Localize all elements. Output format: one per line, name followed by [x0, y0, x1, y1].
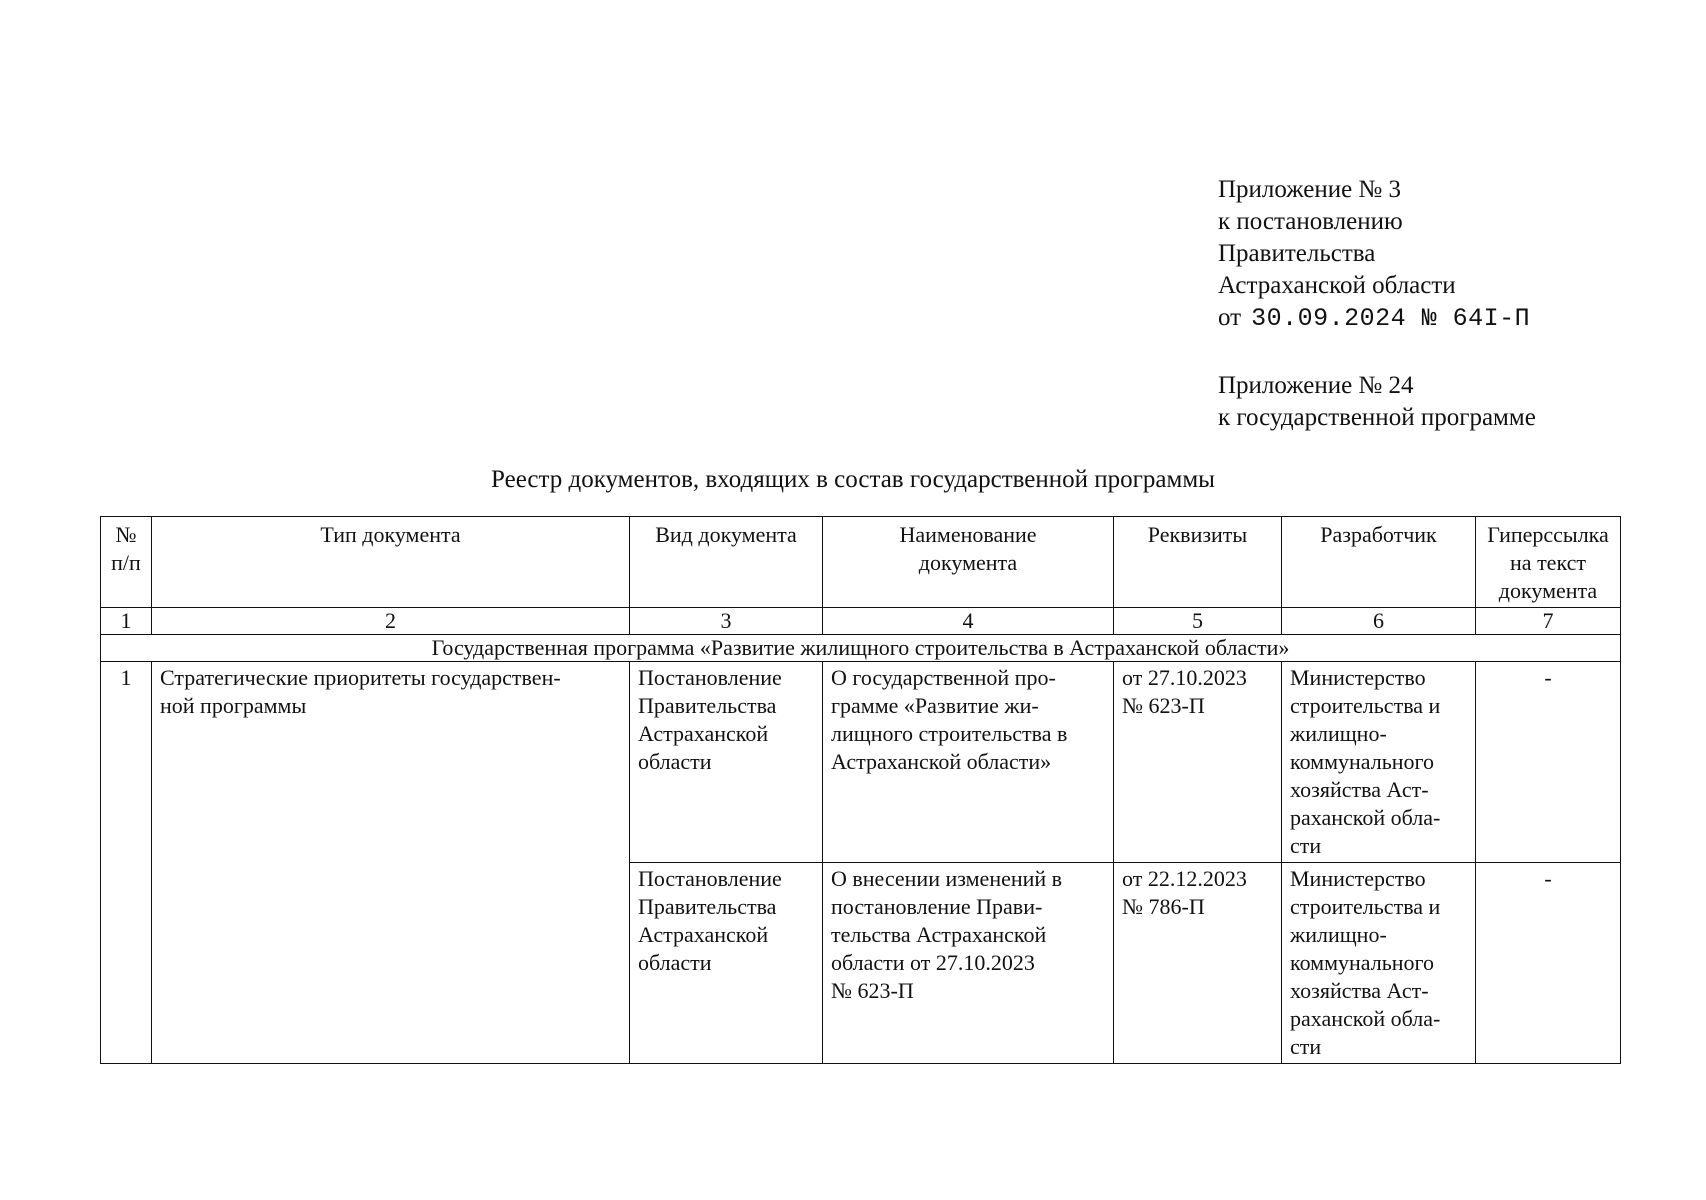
- document-type: [152, 662, 630, 1064]
- document-link: -: [1476, 662, 1621, 863]
- header-num-line: п/п: [111, 550, 141, 575]
- column-number: 5: [1114, 608, 1282, 635]
- header-name: [823, 517, 1114, 608]
- table-row: [101, 662, 1621, 863]
- document-kind-line: Постановление: [638, 665, 782, 690]
- appendix-date-line: [1218, 302, 1530, 335]
- document-developer-line: строительства и: [1290, 894, 1441, 919]
- document-developer: [1282, 863, 1476, 1064]
- header-link-line: документа: [1498, 578, 1598, 603]
- header-link-line: Гиперссылка: [1487, 522, 1609, 547]
- document-kind-line: Астраханской: [638, 922, 769, 947]
- header-num: [101, 517, 152, 608]
- header-link-line: на текст: [1510, 550, 1586, 575]
- header-developer: Разработчик: [1282, 517, 1476, 608]
- header-link: [1476, 517, 1621, 608]
- document-kind-line: области: [638, 950, 712, 975]
- document-name-line: О внесении изменений в: [831, 866, 1063, 891]
- document-developer-line: коммунального: [1290, 950, 1434, 975]
- document-name-line: № 623-П: [831, 978, 914, 1003]
- header-name-line: Наименование: [899, 522, 1037, 547]
- column-numbers-row: [101, 608, 1621, 635]
- date-stamp: 30.09.2024 № 64I-П: [1251, 304, 1531, 333]
- appendix-3-block: [1218, 174, 1530, 335]
- document-developer: [1282, 662, 1476, 863]
- document-name-line: области от 27.10.2023: [831, 950, 1035, 975]
- document-developer-line: сти: [1290, 833, 1322, 858]
- document-name-line: тельства Астраханской: [831, 922, 1047, 947]
- document-name-line: грамме «Развитие жи-: [831, 693, 1039, 718]
- column-number: 2: [152, 608, 630, 635]
- column-number: 7: [1476, 608, 1621, 635]
- header-type: Тип документа: [152, 517, 630, 608]
- registry-table: [100, 516, 1621, 1064]
- document-developer-line: хозяйства Аст-: [1290, 978, 1429, 1003]
- document-developer-line: раханской обла-: [1290, 1006, 1441, 1031]
- document-developer-line: Министерство: [1290, 866, 1426, 891]
- document-details-line: от 27.10.2023: [1122, 665, 1247, 690]
- program-title: Государственная программа «Развитие жилищного строительства в Астраханской области»: [101, 635, 1621, 662]
- document-developer-line: хозяйства Аст-: [1290, 777, 1429, 802]
- appendix-24-block: [1218, 370, 1536, 434]
- document-title: Реестр документов, входящих в состав государственной программы: [491, 466, 1215, 493]
- document-details-line: № 786-П: [1122, 894, 1205, 919]
- appendix-line: к государственной программе: [1218, 404, 1536, 431]
- header-row: [101, 517, 1621, 608]
- document-developer-line: коммунального: [1290, 749, 1434, 774]
- document-kind-line: области: [638, 749, 712, 774]
- appendix-line: Правительства: [1218, 240, 1376, 267]
- column-number: 6: [1282, 608, 1476, 635]
- document-kind-line: Правительства: [638, 894, 777, 919]
- document-name-line: постановление Прави-: [831, 894, 1043, 919]
- row-number: 1: [101, 662, 152, 1064]
- document-kind-line: Постановление: [638, 866, 782, 891]
- appendix-line: Приложение № 24: [1218, 372, 1414, 399]
- document-details: [1114, 662, 1282, 863]
- column-number: 1: [101, 608, 152, 635]
- document-name: [823, 662, 1114, 863]
- header-details: Реквизиты: [1114, 517, 1282, 608]
- appendix-line: Приложение № 3: [1218, 176, 1402, 203]
- document-name-line: О государственной про-: [831, 665, 1056, 690]
- program-row: [101, 635, 1621, 662]
- document-details-line: № 623-П: [1122, 693, 1205, 718]
- document-developer-line: жилищно-: [1290, 721, 1387, 746]
- document-details-line: от 22.12.2023: [1122, 866, 1247, 891]
- appendix-line: к постановлению: [1218, 208, 1403, 235]
- document-kind-line: Правительства: [638, 693, 777, 718]
- document-kind: [630, 662, 823, 863]
- document-kind: [630, 863, 823, 1064]
- document-kind-line: Астраханской: [638, 721, 769, 746]
- document-link: -: [1476, 863, 1621, 1064]
- document-details: [1114, 863, 1282, 1064]
- document-developer-line: раханской обла-: [1290, 805, 1441, 830]
- header-num-line: №: [115, 522, 137, 547]
- document-developer-line: жилищно-: [1290, 922, 1387, 947]
- document-type-line: ной программы: [160, 693, 307, 718]
- date-prefix: от: [1218, 304, 1242, 331]
- document-name-line: лищного строительства в: [831, 721, 1068, 746]
- document-developer-line: строительства и: [1290, 693, 1441, 718]
- document-name-line: Астраханской области»: [831, 749, 1052, 774]
- document-developer-line: Министерство: [1290, 665, 1426, 690]
- header-name-line: документа: [918, 550, 1018, 575]
- column-number: 4: [823, 608, 1114, 635]
- column-number: 3: [630, 608, 823, 635]
- header-kind: Вид документа: [630, 517, 823, 608]
- document-type-line: Стратегические приоритеты государствен-: [160, 665, 561, 690]
- document-developer-line: сти: [1290, 1034, 1322, 1059]
- document-name: [823, 863, 1114, 1064]
- appendix-line: Астраханской области: [1218, 272, 1456, 299]
